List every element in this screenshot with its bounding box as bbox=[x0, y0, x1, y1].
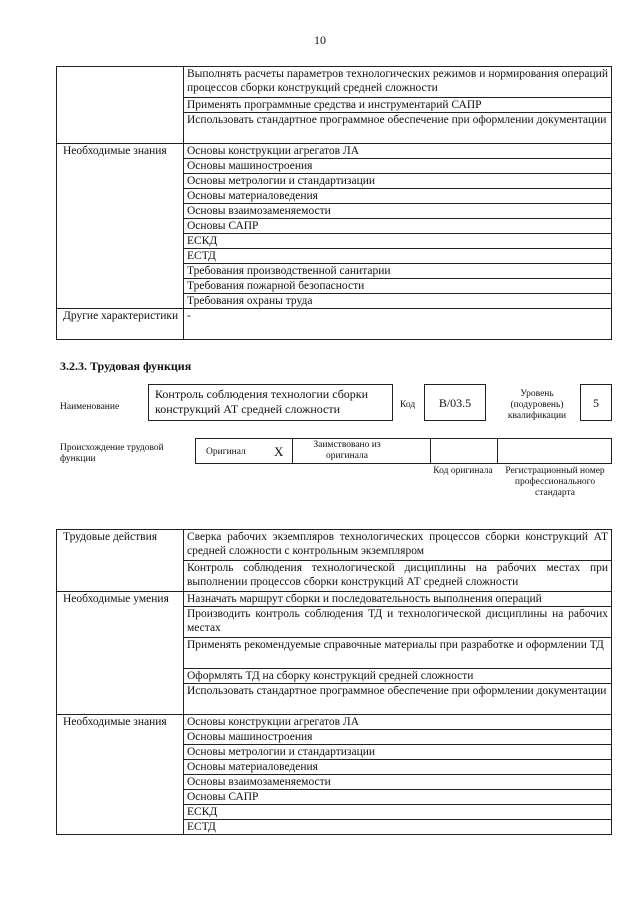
name-label: Наименование bbox=[60, 402, 120, 412]
requirement-cell: Требования пожарной безопасности bbox=[184, 279, 612, 294]
divider bbox=[430, 439, 431, 463]
original-mark: X bbox=[274, 444, 284, 459]
requirement-cell: ЕСТД bbox=[184, 820, 612, 835]
page-number: 10 bbox=[314, 33, 326, 47]
borrowed-label: Заимствовано из оригинала bbox=[313, 440, 381, 461]
code-label: Код bbox=[400, 400, 416, 410]
requirement-cell: Назначать маршрут сборки и последовательность выполнения операций bbox=[184, 592, 612, 607]
section-heading: 3.2.3. Трудовая функция bbox=[60, 359, 192, 373]
category-label: Необходимые знания bbox=[63, 145, 167, 157]
requirement-cell: Использовать стандартное программное обеспечение при оформлении документации bbox=[184, 684, 612, 715]
category-label: Необходимые знания bbox=[63, 716, 167, 728]
requirement-cell: ЕСТД bbox=[184, 249, 612, 264]
code-original-label: Код оригинала bbox=[433, 466, 493, 476]
requirement-cell: Оформлять ТД на сборку конструкций средней сложности bbox=[184, 669, 612, 684]
name-value: Контроль соблюдения технологии сборки конструкций АТ средней сложности bbox=[155, 387, 369, 416]
code-value: В/03.5 bbox=[438, 396, 472, 410]
requirement-cell: Основы САПР bbox=[184, 219, 612, 234]
requirement-cell: Требования охраны труда bbox=[184, 294, 612, 309]
name-value-box bbox=[148, 384, 393, 421]
requirement-cell: Контроль соблюдения технологической дисциплины на рабочих местах при выполнении процессов сборки конструкций АТ средней сложности bbox=[184, 561, 612, 592]
level-value: 5 bbox=[593, 396, 599, 410]
origin-label: Происхождение трудовой функции bbox=[60, 443, 164, 464]
requirement-cell: ЕСКД bbox=[184, 234, 612, 249]
requirement-cell: Основы машиностроения bbox=[184, 730, 612, 745]
requirement-cell: Основы материаловедения bbox=[184, 760, 612, 775]
category-cell bbox=[57, 715, 184, 835]
requirement-cell: Основы метрологии и стандартизации bbox=[184, 745, 612, 760]
category-label: Другие характеристики bbox=[63, 310, 179, 322]
requirement-cell: Производить контроль соблюдения ТД и технологической дисциплины на рабочих местах bbox=[184, 607, 612, 638]
requirement-cell: Основы САПР bbox=[184, 790, 612, 805]
category-cell bbox=[57, 530, 184, 592]
original-label: Оригинал bbox=[206, 447, 246, 457]
category-cell bbox=[57, 144, 184, 309]
category-label: Трудовые действия bbox=[63, 531, 158, 543]
requirement-cell: ЕСКД bbox=[184, 805, 612, 820]
requirement-cell: Основы машиностроения bbox=[184, 159, 612, 174]
requirement-cell: Выполнять расчеты параметров технологических режимов и нормирования операций процессов сборки конструкций средней сложности bbox=[184, 67, 612, 98]
requirement-cell: Требования производственной санитарии bbox=[184, 264, 612, 279]
requirement-cell: Основы конструкции агрегатов ЛА bbox=[184, 715, 612, 730]
requirement-cell: Использовать стандартное программное обеспечение при оформлении документации bbox=[184, 113, 612, 144]
requirement-cell: Основы метрологии и стандартизации bbox=[184, 174, 612, 189]
requirement-cell: Применять программные средства и инструментарий САПР bbox=[184, 98, 612, 113]
category-cell bbox=[57, 592, 184, 715]
bottom-requirements-table bbox=[56, 529, 612, 835]
requirement-cell: Применять рекомендуемые справочные материалы при разработке и оформлении ТД bbox=[184, 638, 612, 669]
requirement-cell: - bbox=[184, 309, 612, 340]
reg-number-label: Регистрационный номер профессионального стандарта bbox=[505, 466, 605, 498]
requirement-cell: Основы взаимозаменяемости bbox=[184, 775, 612, 790]
origin-box bbox=[195, 438, 612, 464]
requirement-cell: Основы материаловедения bbox=[184, 189, 612, 204]
divider bbox=[497, 439, 498, 463]
category-cell bbox=[57, 309, 184, 340]
requirement-cell: Основы взаимозаменяемости bbox=[184, 204, 612, 219]
divider bbox=[292, 439, 293, 463]
top-requirements-table bbox=[56, 66, 612, 340]
level-label: Уровень (подуровень) квалификации bbox=[507, 389, 567, 421]
requirement-cell: Основы конструкции агрегатов ЛА bbox=[184, 144, 612, 159]
level-value-box bbox=[580, 384, 612, 421]
category-cell bbox=[57, 67, 184, 144]
category-label: Необходимые умения bbox=[63, 593, 169, 605]
code-value-box bbox=[424, 384, 486, 421]
requirement-cell: Сверка рабочих экземпляров технологических процессов сборки конструкций АТ средней сложности с контрольным экземпляром bbox=[184, 530, 612, 561]
